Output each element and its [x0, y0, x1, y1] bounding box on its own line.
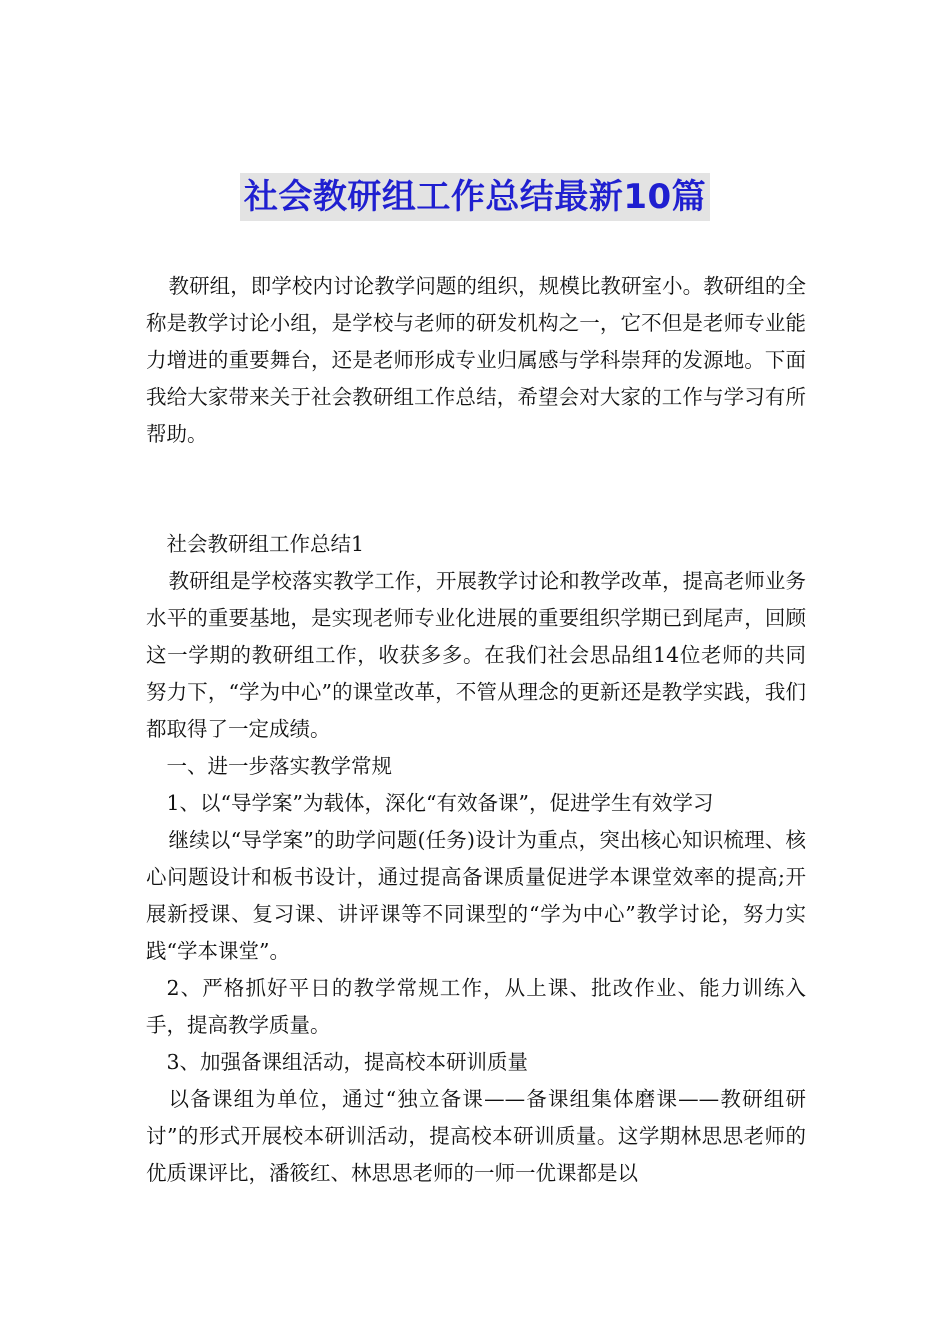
body-paragraph: 继续以“导学案”的助学问题(任务)设计为重点，突出核心知识梳理、核心问题设计和板书设计，通过提高备课质量促进学本课堂效率的提高;开展新授课、复习课、讲评课等不同课型的“学为中心”教学讨论，努力实践“学本课堂”。 [146, 828, 806, 963]
section-title: 社会教研组工作总结1 [166, 532, 365, 556]
list-item: 2、严格抓好平日的教学常规工作，从上课、批改作业、能力训练入手，提高教学质量。 [146, 976, 806, 1037]
title-container [0, 173, 950, 221]
intro-block [146, 268, 806, 453]
document-title: 社会教研组工作总结最新10篇 [240, 173, 710, 221]
intro-paragraph: 教研组，即学校内讨论教学问题的组织，规模比教研室小。教研组的全称是教学讨论小组，是学校与老师的研发机构之一，它不但是老师专业能力增进的重要舞台，还是老师形成专业归属感与学科崇拜的发源地。下面我给大家带来关于社会教研组工作总结，希望会对大家的工作与学习有所帮助。 [146, 274, 806, 446]
body-paragraph: 教研组是学校落实教学工作，开展教学讨论和教学改革，提高老师业务水平的重要基地，是实现老师专业化进展的重要组织学期已到尾声，回顾这一学期的教研组工作，收获多多。在我们社会思品组14位老师的共同努力下，“学为中心”的课堂改革，不管从理念的更新还是教学实践，我们都取得了一定成绩。 [146, 569, 806, 741]
body-paragraph: 以备课组为单位，通过“独立备课——备课组集体磨课——教研组研讨”的形式开展校本研训活动，提高校本研训质量。这学期林思思老师的优质课评比，潘筱红、林思思老师的一师一优课都是以 [146, 1087, 806, 1185]
subheading: 一、进一步落实教学常规 [166, 754, 392, 778]
section-1 [146, 526, 806, 1192]
list-item: 1、以“导学案”为载体，深化“有效备课”，促进学生有效学习 [166, 791, 714, 815]
list-item: 3、加强备课组活动，提高校本研训质量 [166, 1050, 529, 1074]
